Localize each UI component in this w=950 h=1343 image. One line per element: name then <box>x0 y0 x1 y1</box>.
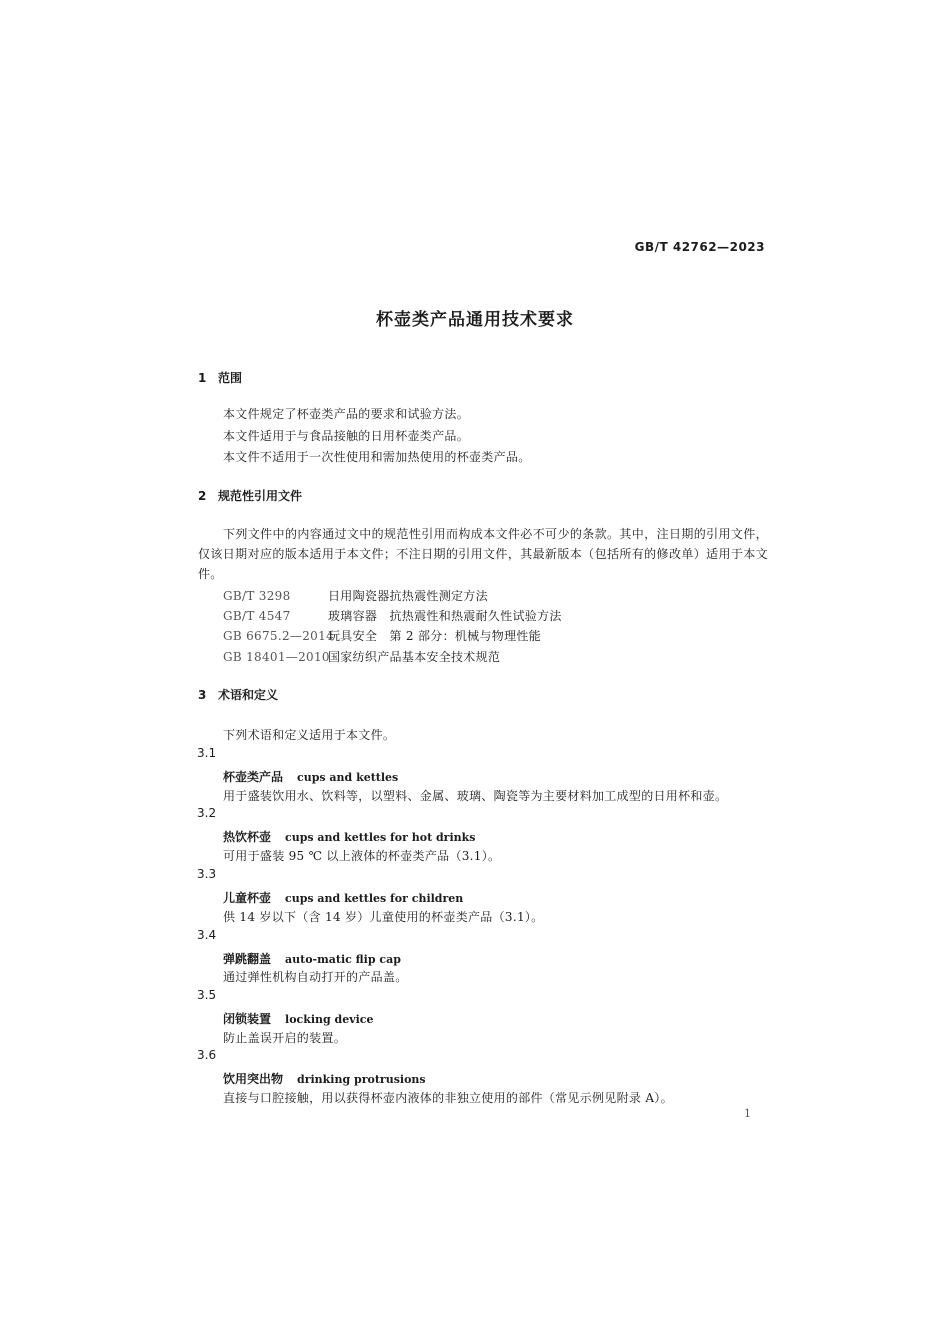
reference-item <box>223 627 541 644</box>
term-english: cups and kettles for hot drinks <box>285 831 476 844</box>
term-heading <box>223 887 463 906</box>
term-chinese: 热饮杯壶 <box>223 830 272 844</box>
reference-code: GB/T 4547 <box>223 609 291 623</box>
section-title: 范围 <box>218 371 243 385</box>
term-definition: 用于盛装饮用水、饮料等，以塑料、金属、玻璃、陶瓷等为主要材料加工成型的日用杯和壶。 <box>223 789 728 803</box>
standard-code: GB/T 42762—2023 <box>634 240 765 254</box>
term-heading <box>223 1068 426 1087</box>
page-number: 1 <box>744 1107 751 1120</box>
section-3-heading <box>198 686 278 703</box>
term-number: 3.2 <box>197 806 217 820</box>
normative-references-intro: 下列文件中的内容通过文中的规范性引用而构成本文件必不可少的条款。其中，注日期的引用文件，仅该日期对应的版本适用于本文件；不注日期的引用文件，其最新版本（包括所有的修改单）适用于本文件。 <box>198 527 768 581</box>
scope-line: 本文件适用于与食品接触的日用杯壶类产品。 <box>223 429 470 443</box>
term-number: 3.3 <box>197 867 217 881</box>
term-definition: 防止盖误开启的装置。 <box>223 1031 347 1045</box>
reference-title: 国家纺织产品基本安全技术规范 <box>328 650 501 664</box>
term-number: 3.1 <box>197 746 217 760</box>
term-heading <box>223 766 398 785</box>
section-number: 3 <box>198 688 207 702</box>
reference-code: GB 18401—2010 <box>223 650 330 664</box>
term-heading <box>223 948 401 967</box>
section-1-heading <box>198 369 242 386</box>
scope-line: 本文件不适用于一次性使用和需加热使用的杯壶类产品。 <box>223 450 531 464</box>
reference-code: GB/T 3298 <box>223 589 291 603</box>
term-chinese: 杯壶类产品 <box>223 770 284 784</box>
term-definition: 可用于盛装 95 ℃ 以上液体的杯壶类产品（3.1）。 <box>223 849 501 863</box>
term-english: locking device <box>285 1013 374 1026</box>
term-english: cups and kettles for children <box>285 892 464 905</box>
term-heading <box>223 826 475 845</box>
document-title: 杯壶类产品通用技术要求 <box>376 310 574 330</box>
terms-intro: 下列术语和定义适用于本文件。 <box>223 728 396 742</box>
reference-item <box>223 607 562 624</box>
term-definition: 直接与口腔接触，用以获得杯壶内液体的非独立使用的部件（常见示例见附录 A）。 <box>223 1091 673 1105</box>
term-heading <box>223 1008 374 1027</box>
term-number: 3.5 <box>197 988 217 1002</box>
term-number: 3.4 <box>197 928 217 942</box>
term-chinese: 饮用突出物 <box>223 1072 284 1086</box>
reference-title: 玻璃容器 抗热震性和热震耐久性试验方法 <box>328 609 562 623</box>
term-english: cups and kettles <box>297 771 399 784</box>
term-english: drinking protrusions <box>297 1073 426 1086</box>
term-chinese: 儿童杯壶 <box>223 891 272 905</box>
reference-item <box>223 587 488 604</box>
scope-line: 本文件规定了杯壶类产品的要求和试验方法。 <box>223 407 470 421</box>
reference-title: 玩具安全 第 2 部分：机械与物理性能 <box>328 629 541 643</box>
term-definition: 供 14 岁以下（含 14 岁）儿童使用的杯壶类产品（3.1）。 <box>223 910 544 924</box>
section-title: 规范性引用文件 <box>218 489 303 503</box>
reference-item <box>223 648 500 665</box>
term-definition: 通过弹性机构自动打开的产品盖。 <box>223 970 408 984</box>
reference-code: GB 6675.2—2014 <box>223 629 334 643</box>
term-number: 3.6 <box>197 1048 217 1062</box>
section-number: 2 <box>198 489 207 503</box>
reference-title: 日用陶瓷器抗热震性测定方法 <box>328 589 488 603</box>
term-chinese: 弹跳翻盖 <box>223 952 272 966</box>
section-number: 1 <box>198 371 207 385</box>
term-english: auto-matic flip cap <box>285 953 401 966</box>
section-title: 术语和定义 <box>218 688 279 702</box>
term-chinese: 闭锁装置 <box>223 1012 272 1026</box>
section-2-heading <box>198 487 302 504</box>
